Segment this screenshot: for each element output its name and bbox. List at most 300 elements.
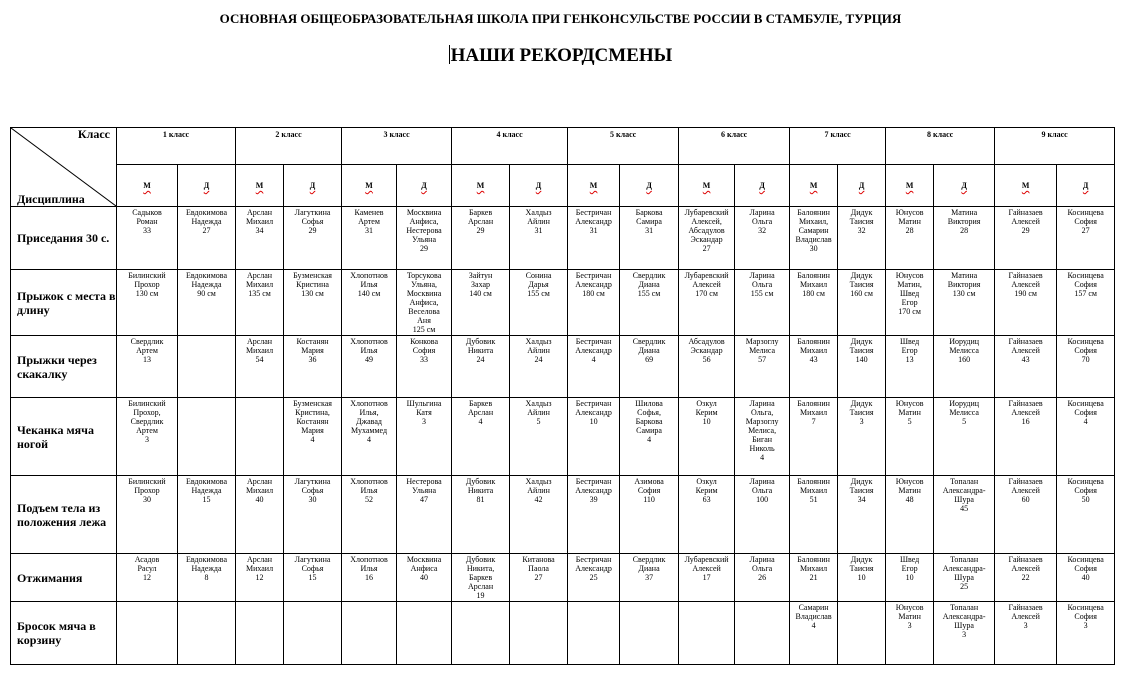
page-title: [0, 45, 1121, 67]
record-cell: [397, 270, 452, 336]
grade-header: 7 класс: [790, 128, 886, 165]
record-cell: [679, 398, 735, 476]
sex-header-girls: Д: [178, 165, 236, 207]
record-cell: [510, 476, 568, 554]
record-cell: [178, 207, 236, 270]
record-text: [397, 602, 451, 603]
record-cell: [620, 398, 679, 476]
record-cell: [934, 270, 995, 336]
record-text: Ларина Ольга 155 см: [749, 271, 775, 298]
record-cell: [178, 476, 236, 554]
record-text: Абсадулов Эскандар 56: [688, 337, 725, 364]
record-text: [117, 602, 177, 603]
record-text: Арслан Михаил 34: [245, 208, 274, 235]
record-text: Дидук Таисия 160 см: [849, 271, 874, 298]
record-text: Косинцева София 157 см: [1067, 271, 1104, 298]
record-text: Матина Виктория 130 см: [947, 271, 981, 298]
record-cell: [342, 398, 397, 476]
record-text: Балоянин Михаил 21: [797, 555, 830, 582]
record-text: Дидук Таисия 32: [849, 208, 874, 235]
record-text: Нестерова Ульяна 47: [406, 477, 442, 504]
record-text: Евдокимова Надежда 90 см: [186, 271, 227, 298]
text-cursor: [449, 45, 450, 64]
record-text: Швед Егор 10: [899, 555, 920, 582]
record-text: [342, 602, 396, 603]
record-cell: [284, 336, 342, 398]
record-text: Лагуткина Софья 30: [294, 477, 331, 504]
record-text: Гайназаев Алексей 22: [1008, 555, 1043, 582]
record-cell: [397, 398, 452, 476]
record-text: Хлопотнов Илья 49: [350, 337, 388, 364]
record-cell: [342, 602, 397, 665]
record-cell: [117, 398, 178, 476]
record-cell: [735, 602, 790, 665]
sex-header-boys: М: [995, 165, 1057, 207]
record-text: Лубаревский Алексей 17: [684, 555, 729, 582]
record-text: Баркев Арслан 29: [467, 208, 494, 235]
record-cell: [934, 207, 995, 270]
record-text: Свердлик Диана 155 см: [632, 271, 666, 298]
record-text: Балоянин Михаил 180 см: [797, 271, 830, 298]
record-text: Бестричан Александр 10: [575, 399, 612, 426]
discipline-name: Приседания 30 с.: [11, 207, 117, 270]
record-cell: [735, 336, 790, 398]
grade-header: 1 класс: [117, 128, 236, 165]
record-cell: [790, 270, 838, 336]
records-table: [10, 127, 1115, 665]
record-cell: [510, 336, 568, 398]
record-text: Садыков Роман 33: [132, 208, 162, 235]
record-text: [620, 602, 678, 603]
record-text: [568, 602, 619, 603]
record-cell: [838, 398, 886, 476]
record-cell: [397, 207, 452, 270]
record-text: Швед Егор 13: [899, 337, 920, 364]
record-cell: [934, 602, 995, 665]
record-cell: [735, 207, 790, 270]
record-text: Баркова Самира 31: [635, 208, 663, 235]
record-cell: [397, 336, 452, 398]
record-text: Билинский Прохор, Свердлик Артем 3: [128, 399, 166, 444]
record-cell: [452, 270, 510, 336]
record-text: Москвина Анфиса, Нестерова Ульяна 29: [406, 208, 442, 253]
record-cell: [679, 476, 735, 554]
record-text: Сонина Дарья 155 см: [525, 271, 552, 298]
sex-header-girls: Д: [934, 165, 995, 207]
record-text: [178, 602, 235, 603]
record-text: Хлопотнов Илья, Джавад Мухаммед 4: [350, 399, 388, 444]
record-text: Торсукова Ульяна, Москвина Анфиса, Веселова Аня 125 см: [406, 271, 442, 334]
record-cell: [790, 476, 838, 554]
record-text: Бестричан Александр 31: [575, 208, 612, 235]
record-text: Дидук Таисия 10: [849, 555, 874, 582]
record-text: Косинцева София 4: [1067, 399, 1104, 426]
record-text: Хлопотнов Илья 140 см: [350, 271, 388, 298]
record-text: Бестричан Александр 25: [575, 555, 612, 582]
record-text: Шилова Софья, Баркова Самира 4: [635, 399, 663, 444]
record-cell: [342, 476, 397, 554]
record-cell: [1057, 207, 1115, 270]
record-cell: [397, 602, 452, 665]
record-cell: [452, 207, 510, 270]
discipline-name: Прыжок с места в длину: [11, 270, 117, 336]
record-text: Каменев Артем 31: [354, 208, 384, 235]
record-text: Ларина Ольга 26: [749, 555, 775, 582]
record-text: Гайназаев Алексей 60: [1008, 477, 1043, 504]
record-text: Бестричан Александр 4: [575, 337, 612, 364]
sex-header-boys: М: [568, 165, 620, 207]
grade-header: 4 класс: [452, 128, 568, 165]
record-text: Арслан Михаил 135 см: [245, 271, 274, 298]
record-text: Юнусов Матин 5: [895, 399, 924, 426]
record-cell: [1057, 270, 1115, 336]
record-cell: [178, 270, 236, 336]
grade-header: 2 класс: [236, 128, 342, 165]
record-cell: [397, 476, 452, 554]
record-cell: [735, 554, 790, 602]
record-text: Лубаревский Алексей 170 см: [684, 271, 729, 298]
record-text: Юнусов Матин 3: [895, 603, 924, 630]
sex-header-boys: М: [886, 165, 934, 207]
discipline-row: [11, 602, 1115, 665]
corner-discipline-label: Дисциплина: [17, 192, 85, 206]
record-text: [236, 398, 283, 399]
record-cell: [1057, 476, 1115, 554]
record-text: Дидук Таисия 3: [849, 399, 874, 426]
record-cell: [568, 602, 620, 665]
record-text: Косинцева София 3: [1067, 603, 1104, 630]
record-cell: [178, 602, 236, 665]
record-cell: [452, 476, 510, 554]
record-cell: [995, 336, 1057, 398]
record-cell: [117, 554, 178, 602]
record-cell: [284, 398, 342, 476]
record-text: Озкул Керим 63: [695, 477, 718, 504]
record-cell: [178, 398, 236, 476]
record-text: Халдыз Айлин 24: [525, 337, 552, 364]
record-text: Свердлик Диана 69: [632, 337, 666, 364]
record-cell: [620, 602, 679, 665]
record-text: Лубаревский Алексей, Абсадулов Эскандар 27: [684, 208, 729, 253]
record-cell: [886, 270, 934, 336]
record-cell: [995, 554, 1057, 602]
record-cell: [735, 270, 790, 336]
record-cell: [995, 270, 1057, 336]
record-cell: [934, 476, 995, 554]
record-cell: [1057, 398, 1115, 476]
record-text: Самарин Владислав 4: [795, 603, 832, 630]
record-cell: [679, 602, 735, 665]
record-cell: [886, 398, 934, 476]
record-cell: [342, 207, 397, 270]
record-cell: [1057, 602, 1115, 665]
record-text: Арслан Михаил 40: [245, 477, 274, 504]
record-cell: [838, 554, 886, 602]
record-text: Марзоглу Мелиса 57: [745, 337, 779, 364]
record-cell: [178, 336, 236, 398]
record-text: Дубовик Никита 81: [465, 477, 496, 504]
record-cell: [452, 398, 510, 476]
record-text: [178, 336, 235, 337]
record-cell: [886, 207, 934, 270]
record-cell: [679, 270, 735, 336]
record-text: [452, 602, 509, 603]
record-text: Гайназаев Алексей 190 см: [1008, 271, 1043, 298]
record-cell: [1057, 336, 1115, 398]
record-text: [178, 398, 235, 399]
record-text: Бузменская Кристина, Костанян Мария 4: [293, 399, 332, 444]
discipline-name: Подъем тела из положения лежа: [11, 476, 117, 554]
record-cell: [236, 602, 284, 665]
record-cell: [510, 554, 568, 602]
sex-header-girls: Д: [1057, 165, 1115, 207]
record-cell: [995, 476, 1057, 554]
record-text: Гайназаев Алексей 29: [1008, 208, 1043, 235]
record-cell: [568, 398, 620, 476]
sex-header-girls: Д: [284, 165, 342, 207]
discipline-row: [11, 554, 1115, 602]
record-cell: [934, 398, 995, 476]
record-text: Юнусов Матин 48: [895, 477, 924, 504]
record-text: Балоянин Михаил 7: [797, 399, 830, 426]
record-text: Арслан Михаил 54: [245, 337, 274, 364]
record-cell: [838, 270, 886, 336]
sex-header-girls: Д: [838, 165, 886, 207]
record-cell: [342, 270, 397, 336]
record-text: Хлопотнов Илья 16: [350, 555, 388, 582]
discipline-row: [11, 476, 1115, 554]
grade-header: 5 класс: [568, 128, 679, 165]
record-cell: [886, 476, 934, 554]
record-cell: [886, 336, 934, 398]
record-cell: [178, 554, 236, 602]
record-cell: [620, 270, 679, 336]
record-cell: [342, 554, 397, 602]
record-text: Дидук Таисия 140: [849, 337, 874, 364]
record-cell: [995, 398, 1057, 476]
discipline-row: [11, 398, 1115, 476]
record-text: Ларина Ольга 100: [749, 477, 775, 504]
grade-header: 9 класс: [995, 128, 1115, 165]
record-text: [510, 602, 567, 603]
record-cell: [568, 554, 620, 602]
record-text: Халдыз Айлин 31: [525, 208, 552, 235]
record-cell: [620, 336, 679, 398]
record-cell: [790, 554, 838, 602]
corner-cell: [11, 128, 117, 207]
record-cell: [510, 207, 568, 270]
record-text: Билинский Прохор 30: [128, 477, 166, 504]
discipline-name: Отжимания: [11, 554, 117, 602]
record-text: Балоянин Михаил 51: [797, 477, 830, 504]
record-text: Хлопотнов Илья 52: [350, 477, 388, 504]
record-text: Иорудиц Мелисса 5: [949, 399, 980, 426]
discipline-name: Бросок мяча в корзину: [11, 602, 117, 665]
record-cell: [995, 207, 1057, 270]
record-text: Гайназаев Алексей 43: [1008, 337, 1043, 364]
record-text: Халдыз Айлин 42: [525, 477, 552, 504]
record-text: Бузменская Кристина 130 см: [293, 271, 332, 298]
record-text: Косинцева София 70: [1067, 337, 1104, 364]
record-cell: [679, 207, 735, 270]
record-text: Лагуткина Софья 15: [294, 555, 331, 582]
record-cell: [397, 554, 452, 602]
record-cell: [236, 336, 284, 398]
sex-header-girls: Д: [735, 165, 790, 207]
record-cell: [236, 398, 284, 476]
record-text: Халдыз Айлин 5: [525, 399, 552, 426]
record-cell: [790, 602, 838, 665]
record-text: Матина Виктория 28: [947, 208, 981, 235]
record-cell: [679, 554, 735, 602]
record-text: [236, 602, 283, 603]
grade-header: 8 класс: [886, 128, 995, 165]
record-text: Гайназаев Алексей 16: [1008, 399, 1043, 426]
record-text: Билинский Прохор 130 см: [128, 271, 166, 298]
record-text: [284, 602, 341, 603]
record-cell: [838, 602, 886, 665]
record-text: Евдокимова Надежда 8: [186, 555, 227, 582]
record-text: Евдокимова Надежда 15: [186, 477, 227, 504]
record-cell: [510, 270, 568, 336]
record-text: Китанова Паола 27: [522, 555, 555, 582]
record-cell: [236, 476, 284, 554]
record-cell: [117, 476, 178, 554]
record-cell: [342, 336, 397, 398]
record-cell: [117, 270, 178, 336]
sex-header-girls: Д: [510, 165, 568, 207]
record-cell: [886, 554, 934, 602]
record-cell: [236, 554, 284, 602]
record-cell: [838, 207, 886, 270]
sex-header-boys: М: [236, 165, 284, 207]
record-cell: [1057, 554, 1115, 602]
record-text: Юнусов Матин 28: [895, 208, 924, 235]
record-cell: [620, 476, 679, 554]
record-cell: [735, 476, 790, 554]
record-text: Свердлик Диана 37: [632, 555, 666, 582]
record-text: [735, 602, 789, 603]
record-text: Лагуткина Софья 29: [294, 208, 331, 235]
page-title-text: НАШИ РЕКОРДСМЕНЫ: [450, 45, 673, 66]
record-cell: [568, 270, 620, 336]
sex-header-boys: М: [790, 165, 838, 207]
record-cell: [679, 336, 735, 398]
record-cell: [510, 398, 568, 476]
record-cell: [284, 207, 342, 270]
record-cell: [934, 336, 995, 398]
discipline-name: Прыжки через скакалку: [11, 336, 117, 398]
record-cell: [284, 270, 342, 336]
sex-header-boys: М: [117, 165, 178, 207]
sex-header-boys: М: [452, 165, 510, 207]
record-cell: [452, 602, 510, 665]
record-text: Ларина Ольга 32: [749, 208, 775, 235]
record-text: Косинцева София 50: [1067, 477, 1104, 504]
record-text: Асадов Расул 12: [134, 555, 160, 582]
record-cell: [790, 336, 838, 398]
sex-header-boys: М: [679, 165, 735, 207]
record-cell: [838, 336, 886, 398]
record-cell: [117, 602, 178, 665]
record-cell: [284, 602, 342, 665]
record-cell: [284, 476, 342, 554]
record-text: Ларина Ольга, Марзоглу Мелиса, Биган Николь 4: [745, 399, 779, 462]
record-text: Арслан Михаил 12: [245, 555, 274, 582]
record-cell: [995, 602, 1057, 665]
sex-header-boys: М: [342, 165, 397, 207]
record-text: Озкул Керим 10: [695, 399, 718, 426]
grade-header: 6 класс: [679, 128, 790, 165]
sex-header-girls: Д: [620, 165, 679, 207]
record-cell: [568, 207, 620, 270]
record-cell: [620, 207, 679, 270]
record-text: Топалан Александра- Шура 3: [942, 603, 986, 639]
record-cell: [236, 270, 284, 336]
record-cell: [117, 207, 178, 270]
record-cell: [838, 476, 886, 554]
record-cell: [452, 554, 510, 602]
record-cell: [117, 336, 178, 398]
record-text: Дубовик Никита, Баркев Арслан 19: [465, 555, 496, 600]
record-cell: [284, 554, 342, 602]
record-text: Дидук Таисия 34: [849, 477, 874, 504]
record-text: Балоянин Михаил, Самарин Владислав 30: [795, 208, 832, 253]
record-text: Дубовик Никита 24: [465, 337, 496, 364]
corner-class-label: Класс: [77, 127, 110, 141]
record-text: Евдокимова Надежда 27: [186, 208, 227, 235]
record-cell: [236, 207, 284, 270]
sex-header-row: [11, 165, 1115, 207]
record-cell: [568, 476, 620, 554]
record-cell: [735, 398, 790, 476]
record-text: Бестричан Александр 180 см: [575, 271, 612, 298]
record-cell: [790, 207, 838, 270]
record-text: Топалан Александра- Шура 25: [942, 555, 986, 591]
record-cell: [886, 602, 934, 665]
record-cell: [934, 554, 995, 602]
record-text: Шульгина Катя 3: [406, 399, 442, 426]
record-text: Конкова София 33: [410, 337, 438, 364]
record-text: Юнусов Матин, Швед Егор 170 см: [895, 271, 924, 316]
record-cell: [510, 602, 568, 665]
discipline-row: [11, 270, 1115, 336]
record-text: Свердлик Артем 13: [130, 337, 164, 364]
record-text: Зайтун Захар 140 см: [468, 271, 493, 298]
record-text: Костанян Мария 36: [296, 337, 329, 364]
record-text: Косинцева София 27: [1067, 208, 1104, 235]
record-text: Балоянин Михаил 43: [797, 337, 830, 364]
school-header: ОСНОВНАЯ ОБЩЕОБРАЗОВАТЕЛЬНАЯ ШКОЛА ПРИ ГЕНКОНСУЛЬСТВЕ РОССИИ В СТАМБУЛЕ, ТУРЦИЯ: [219, 11, 902, 26]
record-text: Бестричан Александр 39: [575, 477, 612, 504]
record-text: Топалан Александра- Шура 45: [942, 477, 986, 513]
discipline-row: [11, 336, 1115, 398]
grade-header: 3 класс: [342, 128, 452, 165]
record-cell: [452, 336, 510, 398]
record-text: Москвина Анфиса 40: [406, 555, 442, 582]
record-text: Азимова София 110: [634, 477, 664, 504]
grade-header-row: [11, 128, 1115, 165]
sex-header-girls: Д: [397, 165, 452, 207]
record-text: [838, 602, 885, 603]
record-text: Баркев Арслан 4: [467, 399, 494, 426]
discipline-row: [11, 207, 1115, 270]
record-text: Гайназаев Алексей 3: [1008, 603, 1043, 630]
record-cell: [620, 554, 679, 602]
record-cell: [568, 336, 620, 398]
record-text: Косинцева София 40: [1067, 555, 1104, 582]
record-text: [679, 602, 734, 603]
